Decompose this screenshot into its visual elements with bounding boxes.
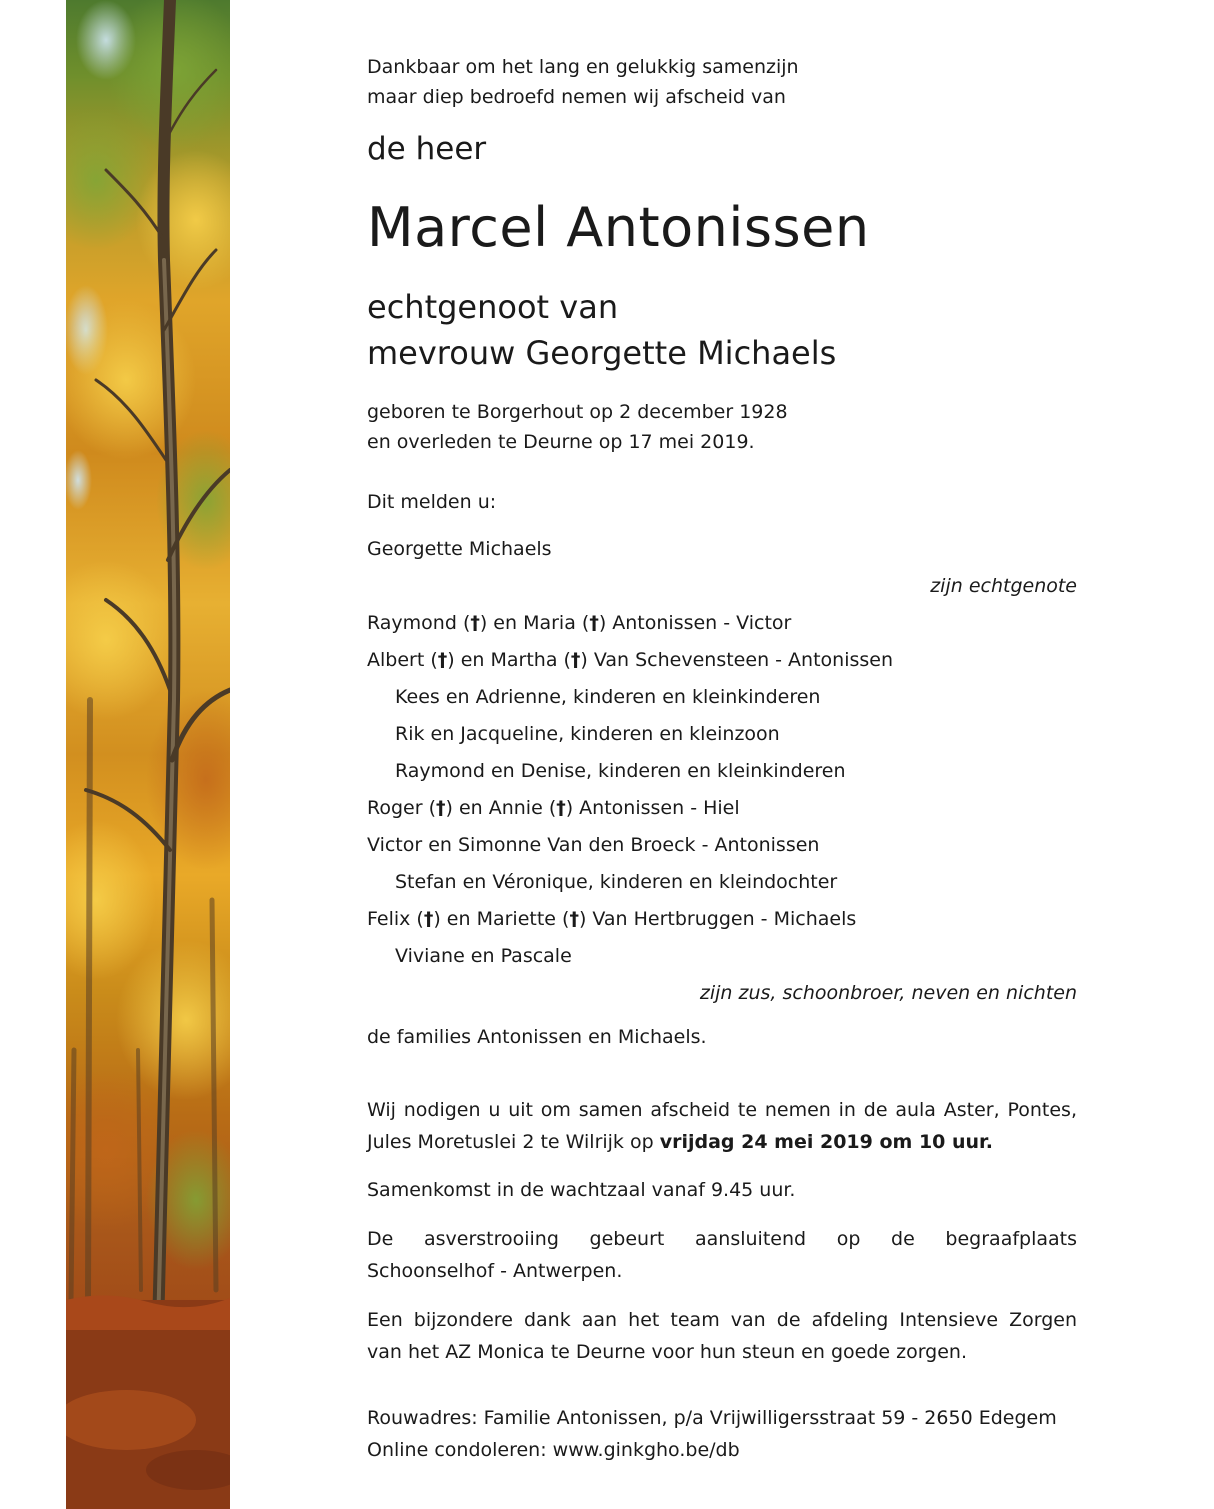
spouse-line-2: mevrouw Georgette Michaels (367, 334, 837, 372)
spouse-line-1: echtgenoot van (367, 288, 619, 326)
cross-icon: † (423, 908, 434, 930)
widow-name: Georgette Michaels (367, 538, 552, 560)
family-row-text: ) Antonissen - Victor (598, 612, 792, 634)
cross-icon: † (556, 797, 566, 819)
family-row-3: Kees en Adrienne, kinderen en kleinkinderen (395, 686, 821, 708)
family-row-text: ) Van Hertbruggen - Michaels (578, 908, 857, 930)
family-row-text: ) Van Schevensteen - Antonissen (580, 649, 894, 671)
family-row-text: Raymond ( (367, 612, 471, 634)
thanks-paragraph (367, 1304, 1077, 1368)
scattering-line-2: Schoonselhof - Antwerpen. (367, 1260, 623, 1282)
family-row-text: Roger ( (367, 797, 436, 819)
cross-icon: † (470, 612, 480, 634)
death-line: en overleden te Deurne op 17 mei 2019. (367, 431, 755, 453)
ceremony-location: Jules Moretuslei 2 te Wilrijk op (367, 1131, 660, 1153)
family-row-10: Viviane en Pascale (395, 945, 572, 967)
cross-icon: † (569, 908, 579, 930)
forest-illustration (66, 0, 230, 1509)
birth-line: geboren te Borgerhout op 2 december 1928 (367, 401, 788, 423)
gathering-line: Samenkomst in de wachtzaal vanaf 9.45 uur. (367, 1179, 796, 1201)
cross-icon: † (589, 612, 599, 634)
family-row-7: Victor en Simonne Van den Broeck - Antonissen (367, 834, 820, 856)
mourning-address: Rouwadres: Familie Antonissen, p/a Vrijwilligersstraat 59 - 2650 Edegem (367, 1407, 1057, 1429)
family-row-text: Albert ( (367, 649, 438, 671)
cross-icon: † (437, 649, 448, 671)
family-row-6 (367, 797, 740, 819)
family-row-9 (367, 908, 856, 930)
deceased-name: Marcel Antonissen (367, 196, 870, 259)
cross-icon: † (570, 649, 581, 671)
family-row-text: ) Antonissen - Hiel (565, 797, 740, 819)
online-condolence: Online condoleren: www.ginkgho.be/db (367, 1439, 740, 1461)
widow-role: zijn echtgenote (930, 575, 1077, 597)
ceremony-line-1: Wij nodigen u uit om samen afscheid te nemen in de aula Aster, Pontes, (367, 1099, 1077, 1121)
family-row-5: Raymond en Denise, kinderen en kleinkinderen (395, 760, 846, 782)
ceremony-line-2 (367, 1126, 1077, 1158)
family-role: zijn zus, schoonbroer, neven en nichten (699, 982, 1077, 1004)
family-row-4: Rik en Jacqueline, kinderen en kleinzoon (395, 723, 780, 745)
contact-block (367, 1402, 1077, 1466)
families-line: de families Antonissen en Michaels. (367, 1026, 707, 1048)
family-row-text: ) en Annie ( (445, 797, 557, 819)
intro-line-2: maar diep bedroefd nemen wij afscheid van (367, 86, 786, 108)
family-row-2 (367, 649, 893, 671)
salutation: de heer (367, 131, 487, 167)
ceremony-paragraph (367, 1094, 1077, 1158)
scattering-line-1: De asverstrooiing gebeurt aansluitend op de begraafplaats (367, 1228, 1077, 1250)
family-row-8: Stefan en Véronique, kinderen en kleindochter (395, 871, 838, 893)
thanks-line-1: Een bijzondere dank aan het team van de afdeling Intensieve Zorgen (367, 1309, 1077, 1331)
cross-icon: † (436, 797, 446, 819)
autumn-forest-image (66, 0, 230, 1509)
family-row-1 (367, 612, 791, 634)
announce-intro: Dit melden u: (367, 491, 497, 513)
scattering-paragraph (367, 1223, 1077, 1287)
family-row-text: Felix ( (367, 908, 424, 930)
family-row-text: ) en Martha ( (447, 649, 571, 671)
family-row-text: ) en Mariette ( (433, 908, 570, 930)
thanks-line-2: van het AZ Monica te Deurne voor hun steun en goede zorgen. (367, 1341, 968, 1363)
intro-line-1: Dankbaar om het lang en gelukkig samenzijn (367, 56, 799, 78)
ceremony-datetime: vrijdag 24 mei 2019 om 10 uur. (659, 1131, 993, 1153)
family-row-text: ) en Maria ( (479, 612, 590, 634)
